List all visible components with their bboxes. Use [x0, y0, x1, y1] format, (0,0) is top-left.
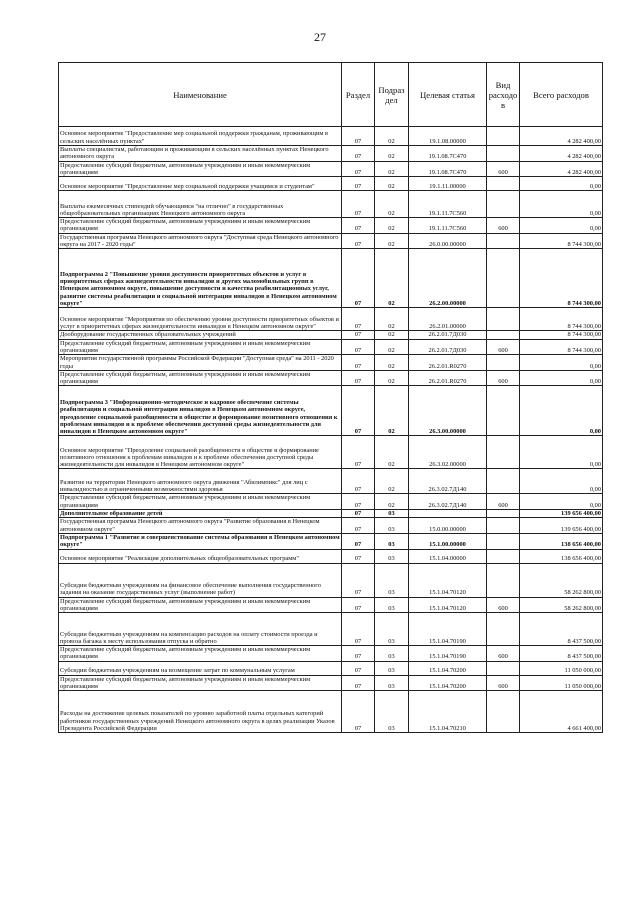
row-total: 8 744 300,00: [520, 308, 603, 331]
row-name: Подпрограмма 3 "Информационно-методическое и кадровое обеспечение системы реабилитации и социальной интеграции инвалидов в Ненецком автономном округе, преодоление социальной разобщенности в обществе и формирование позитивного отношения к проблемам инвалидов и к проблеме обеспечения доступной среды жизнедеятельности для инвалидов в Ненецком автономном округе": [59, 386, 342, 436]
row-vid: [487, 691, 520, 733]
row-name: Предоставление субсидий бюджетным, автономным учреждениям и иным некоммерческим организациям: [59, 597, 342, 613]
row-total: 0,00: [520, 370, 603, 386]
row-name: Субсидии бюджетным учреждениям на возмещение затрат по коммунальным услугам: [59, 661, 342, 675]
row-razdel: 07: [342, 563, 375, 597]
row-statya: 26.2.01.R0270: [409, 355, 487, 371]
row-name: Предоставление субсидий бюджетным, автономным учреждениям и иным некоммерческим организациям: [59, 370, 342, 386]
table-row: [59, 563, 603, 597]
row-razdel: 07: [342, 597, 375, 613]
row-name: Основное мероприятие "Предоставление мер социальной поддержки гражданам, проживающим в сельских населённых пунктах": [59, 127, 342, 146]
row-vid: [487, 146, 520, 162]
row-vid: 600: [487, 161, 520, 177]
row-total: 0,00: [520, 386, 603, 436]
row-razdel: 07: [342, 370, 375, 386]
row-total: 11 050 000,00: [520, 661, 603, 675]
row-razdel: 07: [342, 355, 375, 371]
row-total: 0,00: [520, 436, 603, 469]
row-total: 8 744 300,00: [520, 249, 603, 308]
row-podrazdel: 03: [375, 518, 409, 534]
row-razdel: 07: [342, 386, 375, 436]
row-razdel: 07: [342, 191, 375, 218]
row-statya: 26.3.02.7Д140: [409, 469, 487, 494]
table-row: [59, 549, 603, 563]
row-vid: 600: [487, 339, 520, 355]
row-podrazdel: 02: [375, 370, 409, 386]
row-total: 4 282 400,00: [520, 127, 603, 146]
row-statya: 26.2.01.7Д030: [409, 339, 487, 355]
row-razdel: 07: [342, 494, 375, 510]
header-podrazdel: Подраз дел: [375, 63, 409, 127]
table-row: [59, 533, 603, 549]
row-statya: 15.1.04.70190: [409, 613, 487, 646]
row-name: Предоставление субсидий бюджетным, автономным учреждениям и иным некоммерческим организациям: [59, 161, 342, 177]
row-statya: 26.3.02.7Д140: [409, 494, 487, 510]
row-statya: 26.0.00.00000: [409, 233, 487, 249]
row-razdel: 07: [342, 233, 375, 249]
row-podrazdel: 03: [375, 675, 409, 691]
row-name: Предоставление субсидий бюджетным, автономным учреждениям и иным некоммерческим организациям: [59, 494, 342, 510]
row-statya: 15.1.04.70210: [409, 691, 487, 733]
table-row: [59, 370, 603, 386]
row-name: Подпрограмма 2 "Повышение уровня доступности приоритетных объектов и услуг в приоритетных сферах жизнедеятельности инвалидов и других маломобильных групп в Ненецком автономном округе, повышение доступности и качества реабилитационных услуг, развитие системы реабилитации и социальной интеграции инвалидов в Ненецком автономном округе": [59, 249, 342, 308]
header-statya: Целевая статья: [409, 63, 487, 127]
row-statya: 19.1.11.7С560: [409, 218, 487, 234]
table-row: [59, 646, 603, 662]
row-statya: 15.1.04.00000: [409, 549, 487, 563]
row-vid: [487, 613, 520, 646]
row-statya: 26.2.01.00000: [409, 308, 487, 331]
row-podrazdel: 02: [375, 191, 409, 218]
row-name: Предоставление субсидий бюджетным, автономным учреждениям и иным некоммерческим организациям: [59, 675, 342, 691]
row-razdel: 07: [342, 661, 375, 675]
row-podrazdel: 02: [375, 436, 409, 469]
row-vid: [487, 436, 520, 469]
row-total: 0,00: [520, 494, 603, 510]
row-razdel: 07: [342, 218, 375, 234]
row-name: Дополнительное образование детей: [59, 510, 342, 518]
row-razdel: 07: [342, 518, 375, 534]
row-name: Основное мероприятие "Реализация дополнительных общеобразовательных программ": [59, 549, 342, 563]
row-podrazdel: 02: [375, 127, 409, 146]
row-razdel: 07: [342, 646, 375, 662]
row-statya: [409, 510, 487, 518]
row-statya: 15.1.04.70190: [409, 646, 487, 662]
row-podrazdel: 03: [375, 661, 409, 675]
row-name: Основное мероприятие "Мероприятия по обеспечению уровня доступности приоритетных объектов и услуг в приоритетных сферах жизнедеятельности инвалидов в Ненецком автономном округе": [59, 308, 342, 331]
row-name: Основное мероприятие "Преодоление социальной разобщенности в обществе и формирование позитивного отношения к проблемам инвалидов и к проблеме обеспечения доступной среды жизнедеятельности для инвалидов в Ненецком автономном округе": [59, 436, 342, 469]
row-podrazdel: 02: [375, 339, 409, 355]
row-podrazdel: 02: [375, 146, 409, 162]
row-total: 4 282 400,00: [520, 146, 603, 162]
row-statya: 19.1.08.00000: [409, 127, 487, 146]
row-podrazdel: 02: [375, 218, 409, 234]
header-razdel: Раздел: [342, 63, 375, 127]
row-name: Подпрограмма 1 "Развитие и совершенствование системы образования в Ненецком автономном округе": [60, 533, 340, 549]
row-razdel: 07: [342, 331, 375, 339]
row-podrazdel: 02: [375, 249, 409, 308]
row-statya: 15.1.04.70200: [409, 661, 487, 675]
row-vid: [487, 563, 520, 597]
row-name: Субсидии бюджетным учреждениям на финансовое обеспечение выполнения государственного задания на оказание государственных услуг (выполнение работ): [59, 563, 342, 597]
row-name: Предоставление субсидий бюджетным, автономным учреждениям и иным некоммерческим организациям: [59, 646, 342, 662]
table-row: [59, 127, 603, 146]
row-total: 8 744 300,00: [520, 339, 603, 355]
row-podrazdel: 02: [375, 331, 409, 339]
row-podrazdel: 03: [375, 563, 409, 597]
row-statya: 26.2.00.00000: [409, 249, 487, 308]
row-total: 139 656 400,00: [520, 518, 603, 534]
row-total: 11 050 000,00: [520, 675, 603, 691]
table-row: [59, 597, 603, 613]
row-name: Основное мероприятие "Предоставление мер социальной поддержки учащимся и студентам": [59, 177, 342, 191]
row-razdel: 07: [342, 675, 375, 691]
row-total: 0,00: [520, 355, 603, 371]
row-total: 139 656 400,00: [520, 510, 603, 518]
row-vid: [487, 533, 520, 549]
row-vid: [487, 661, 520, 675]
row-statya: 19.1.08.7С470: [409, 161, 487, 177]
row-vid: [487, 308, 520, 331]
row-statya: 26.3.02.00000: [409, 436, 487, 469]
row-statya: 15.1.04.70120: [409, 597, 487, 613]
row-razdel: 07: [342, 469, 375, 494]
row-statya: 15.0.00.00000: [409, 518, 487, 534]
table-row: [59, 691, 603, 733]
row-total: 138 656 400,00: [520, 533, 603, 549]
row-vid: [487, 386, 520, 436]
row-podrazdel: 03: [375, 646, 409, 662]
row-podrazdel: 02: [375, 177, 409, 191]
row-statya: 26.2.01.7Д030: [409, 331, 487, 339]
row-total: 8 437 500,00: [520, 613, 603, 646]
table-row: [59, 613, 603, 646]
row-name: Государственная программа Ненецкого автономного округа "Доступная среда Ненецкого автономного округа на 2017 - 2020 годы": [59, 233, 342, 249]
row-total: 58 262 800,00: [520, 563, 603, 597]
table-row: [59, 436, 603, 469]
row-vid: [487, 518, 520, 534]
header-vid: Вид расходо в: [487, 63, 520, 127]
row-vid: 600: [487, 646, 520, 662]
row-podrazdel: 03: [375, 613, 409, 646]
row-total: 0,00: [520, 218, 603, 234]
row-vid: [487, 177, 520, 191]
row-total: 8 744 300,00: [520, 233, 603, 249]
table-row: [59, 233, 603, 249]
row-razdel: 07: [342, 308, 375, 331]
row-name: Мероприятия государственной программы Российской Федерации "Доступная среда" на 2011 - 2020 годы: [59, 355, 342, 371]
table-row: [59, 386, 603, 436]
row-podrazdel: 03: [375, 691, 409, 733]
row-vid: [487, 233, 520, 249]
row-razdel: 07: [342, 549, 375, 563]
table-row: [59, 191, 603, 218]
row-podrazdel: 03: [375, 533, 409, 549]
row-razdel: 07: [342, 613, 375, 646]
row-vid: 600: [487, 597, 520, 613]
row-vid: [487, 549, 520, 563]
row-razdel: 07: [342, 436, 375, 469]
table-row: [59, 510, 603, 518]
row-vid: [487, 331, 520, 339]
row-podrazdel: 02: [375, 469, 409, 494]
row-total: 0,00: [520, 177, 603, 191]
row-vid: 600: [487, 494, 520, 510]
row-statya: 19.1.08.7С470: [409, 146, 487, 162]
row-razdel: 07: [342, 146, 375, 162]
row-razdel: 07: [342, 510, 375, 518]
row-podrazdel: 03: [375, 549, 409, 563]
table-row: [59, 177, 603, 191]
header-row: [59, 63, 603, 127]
row-vid: [487, 469, 520, 494]
row-name: Развитие на территории Ненецкого автономного округа движения "Абилимпикс" для лиц с инвалидностью и ограниченными возможностями здоровья: [59, 469, 342, 494]
row-vid: [487, 510, 520, 518]
row-vid: [487, 127, 520, 146]
row-total: 0,00: [520, 469, 603, 494]
row-razdel: 07: [342, 161, 375, 177]
row-total: 8 437 500,00: [520, 646, 603, 662]
row-podrazdel: 02: [375, 355, 409, 371]
row-razdel: 07: [342, 127, 375, 146]
row-vid: [487, 249, 520, 308]
row-total: 58 262 800,00: [520, 597, 603, 613]
row-statya: 15.1.04.70200: [409, 675, 487, 691]
row-total: 138 656 400,00: [520, 549, 603, 563]
row-podrazdel: 02: [375, 233, 409, 249]
table-row: [59, 339, 603, 355]
row-razdel: 07: [342, 533, 375, 549]
row-statya: 15.1.04.70120: [409, 563, 487, 597]
table-row: [59, 308, 603, 331]
table-row: [59, 146, 603, 162]
row-podrazdel: 02: [375, 161, 409, 177]
table-row: [59, 675, 603, 691]
row-name: Расходы на достижение целевых показателей по уровню заработной платы отдельных категорий работников государственных учреждений Ненецкого автономного округа в целях реализации Указов Президента Российской Федерации: [59, 691, 342, 733]
row-vid: 600: [487, 675, 520, 691]
row-podrazdel: 02: [375, 308, 409, 331]
table-row: [59, 331, 603, 339]
row-total: 8 744 300,00: [520, 331, 603, 339]
row-name: Государственная программа Ненецкого автономного округа "Развитие образования в Ненецком автономном округе": [59, 518, 342, 534]
row-total: 4 661 400,00: [520, 691, 603, 733]
row-vid: 600: [487, 370, 520, 386]
row-podrazdel: 02: [375, 494, 409, 510]
row-name: Предоставление субсидий бюджетным, автономным учреждениям и иным некоммерческим организациям: [59, 218, 342, 234]
table-row: [59, 661, 603, 675]
table-row: [59, 518, 603, 534]
row-statya: 15.1.00.00000: [409, 533, 487, 549]
table-row: [59, 218, 603, 234]
row-name: Выплаты специалистам, работающим и проживающим в сельских населённых пунктах Ненецкого автономного округа: [59, 146, 342, 162]
row-name: Дооборудование государственных образовательных учреждений: [59, 331, 342, 339]
row-vid: [487, 191, 520, 218]
table-row: [59, 161, 603, 177]
table-row: [59, 494, 603, 510]
row-vid: [487, 355, 520, 371]
header-total: Всего расходов: [520, 63, 603, 127]
budget-table: [58, 62, 603, 733]
row-podrazdel: 02: [375, 386, 409, 436]
table-row: [59, 469, 603, 494]
row-razdel: 07: [342, 691, 375, 733]
row-razdel: 07: [342, 177, 375, 191]
row-statya: 26.3.00.00000: [409, 386, 487, 436]
row-statya: 19.1.11.00000: [409, 177, 487, 191]
table-row: [59, 355, 603, 371]
header-name: Наименование: [59, 63, 342, 127]
row-name: Выплаты ежемесячных стипендий обучающимся "на отлично" в государственных общеобразовательных организациях Ненецкого автономного округа: [59, 191, 342, 218]
row-razdel: 07: [342, 249, 375, 308]
row-total: 0,00: [520, 191, 603, 218]
table-row: [59, 249, 603, 308]
row-statya: 26.2.01.R0270: [409, 370, 487, 386]
row-statya: 19.1.11.7С560: [409, 191, 487, 218]
row-total: 4 282 400,00: [520, 161, 603, 177]
row-razdel: 07: [342, 339, 375, 355]
row-podrazdel: 03: [375, 510, 409, 518]
row-vid: 600: [487, 218, 520, 234]
row-podrazdel: 03: [375, 597, 409, 613]
row-name: Субсидии бюджетным учреждениям на компенсацию расходов на оплату стоимости проезда и провоза багажа к месту использования отпуска и обратно: [59, 613, 342, 646]
page-number: 27: [314, 30, 326, 44]
row-name: Предоставление субсидий бюджетным, автономным учреждениям и иным некоммерческим организациям: [59, 339, 342, 355]
